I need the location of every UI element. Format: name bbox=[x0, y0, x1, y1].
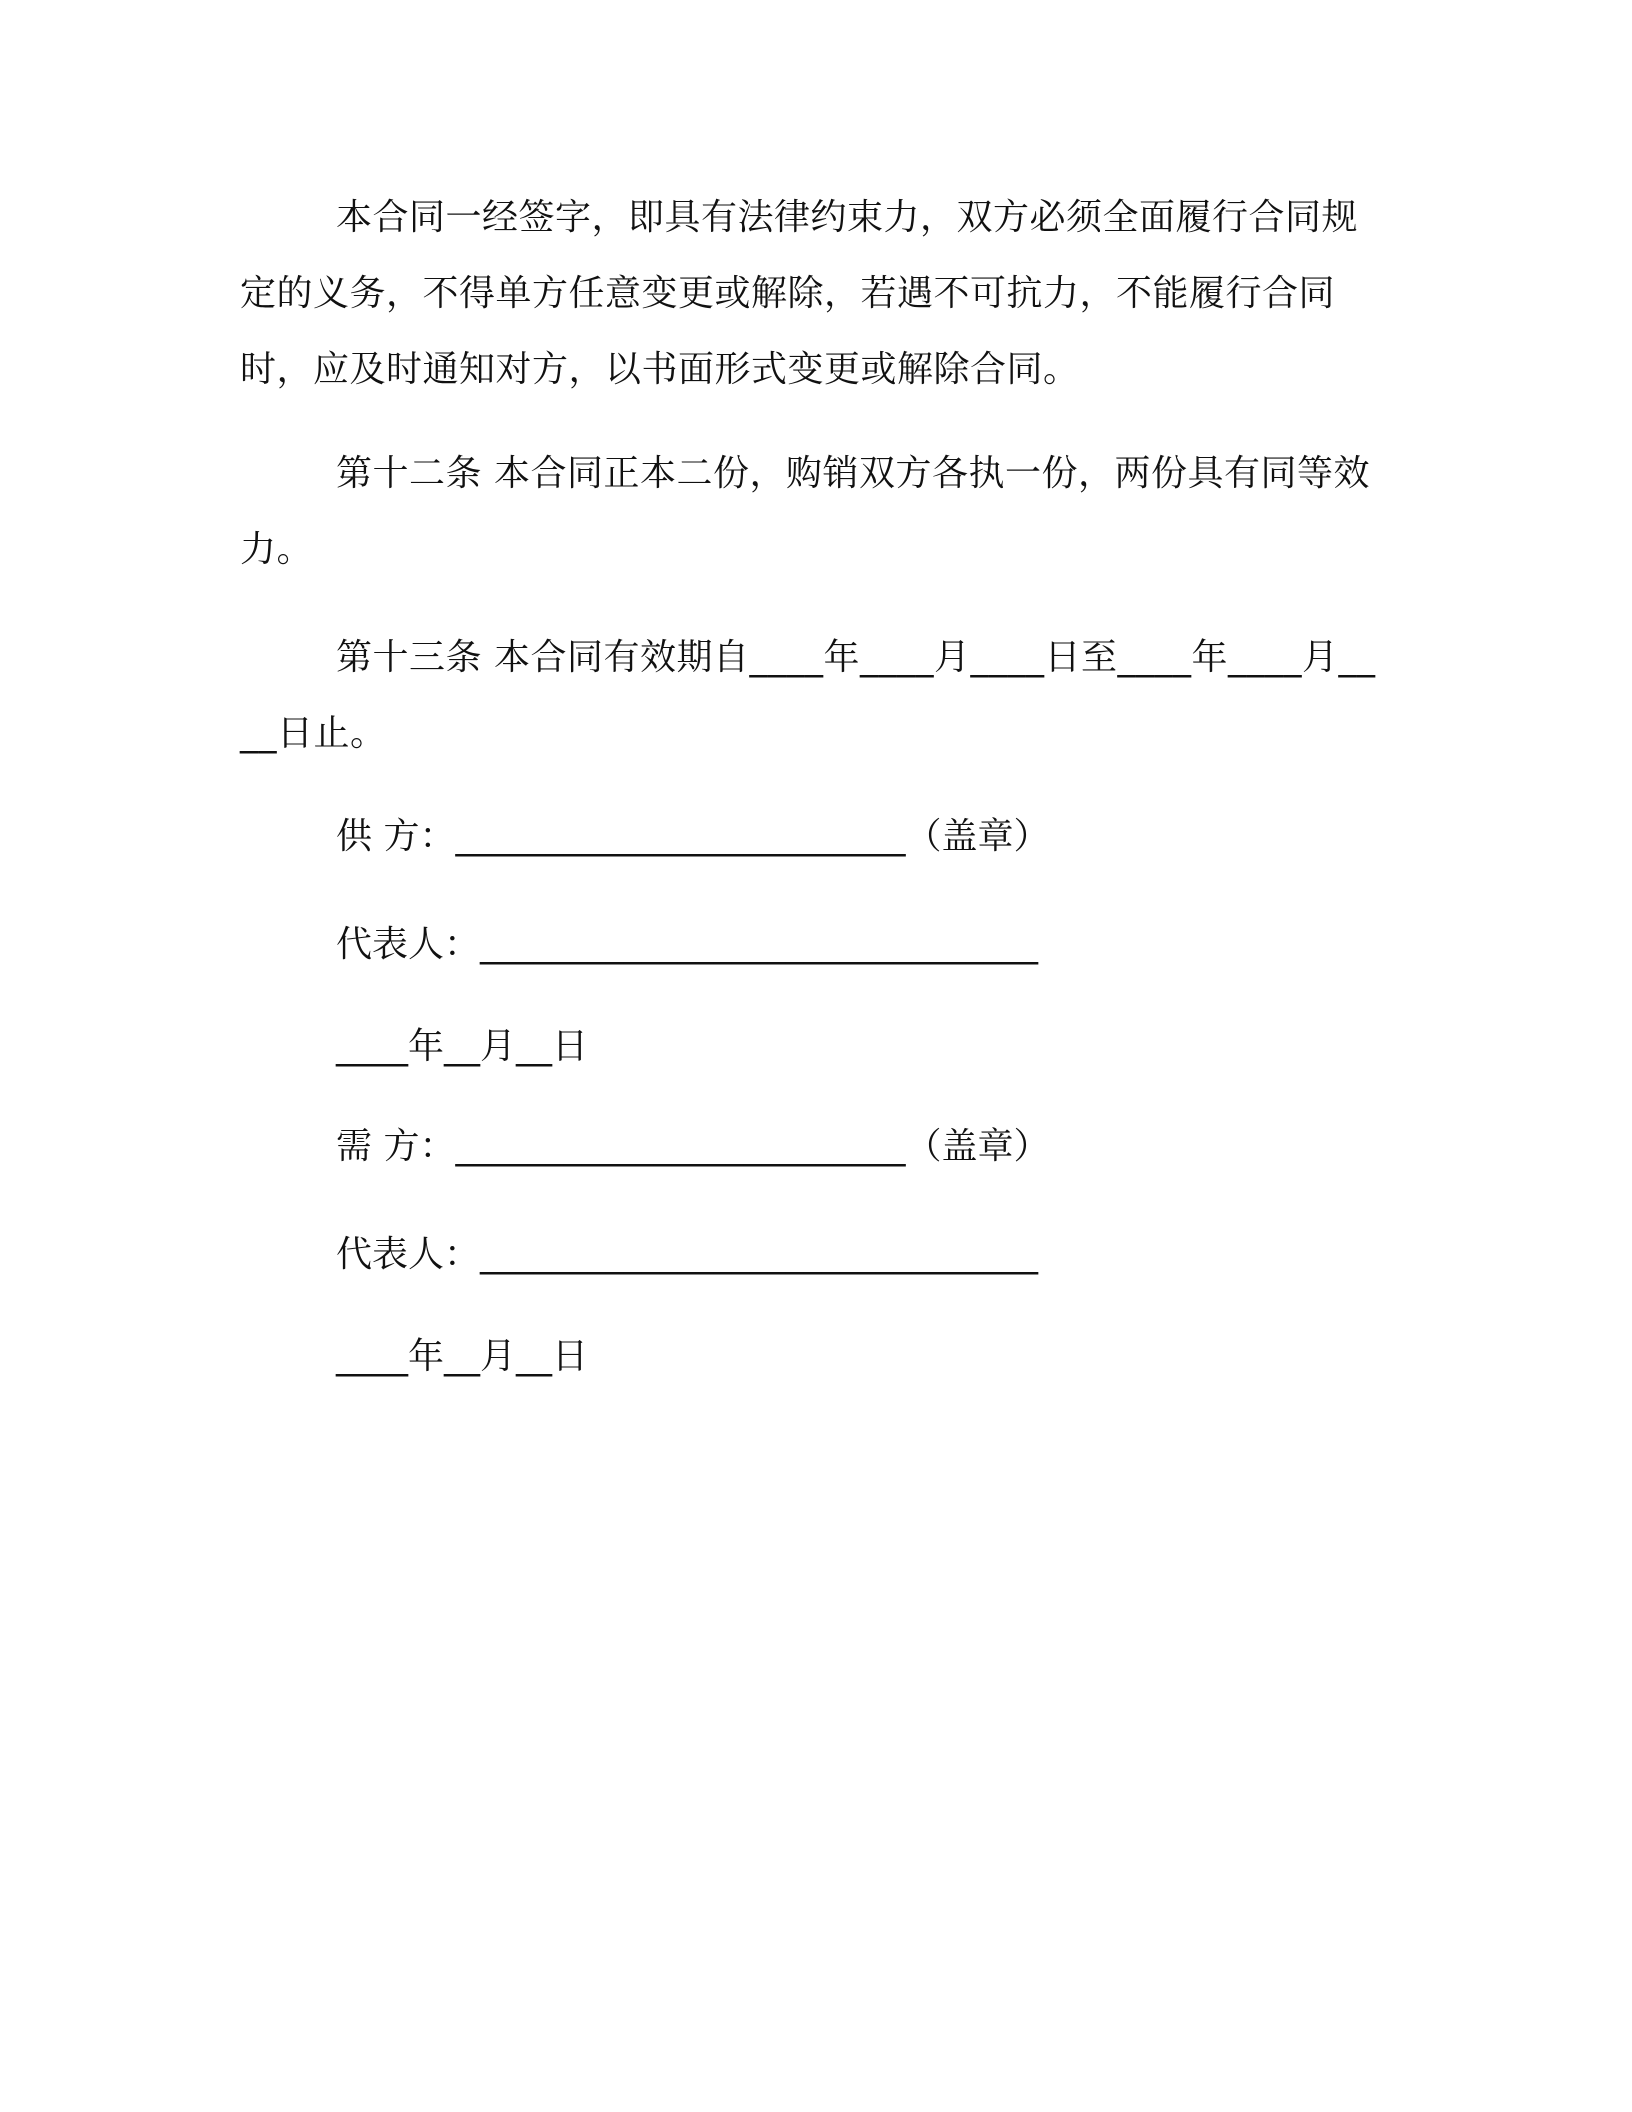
clause-twelve: 第十二条 本合同正本二份，购销双方各执一份，两份具有同等效力。 bbox=[240, 453, 1370, 570]
buyer-date-line: ____年__月__日 bbox=[336, 1336, 589, 1377]
supplier-representative-line: 代表人：_______________________________ bbox=[336, 924, 1039, 965]
clause-binding-force: 本合同一经签字，即具有法律约束力，双方必须全面履行合同规定的义务，不得单方任意变更或解除，若遇不可抗力，不能履行合同时，应及时通知对方，以书面形式变更或解除合同。 bbox=[240, 197, 1359, 390]
clause-thirteen: 第十三条 本合同有效期自____年____月____日至____年____月____日止。 bbox=[240, 637, 1376, 754]
buyer-representative-line: 代表人：_______________________________ bbox=[336, 1234, 1039, 1275]
supplier-signature-line: 供 方：_________________________（盖章） bbox=[336, 816, 1050, 857]
supplier-date-line: ____年__月__日 bbox=[336, 1026, 589, 1067]
buyer-signature-line: 需 方：_________________________（盖章） bbox=[336, 1126, 1050, 1167]
